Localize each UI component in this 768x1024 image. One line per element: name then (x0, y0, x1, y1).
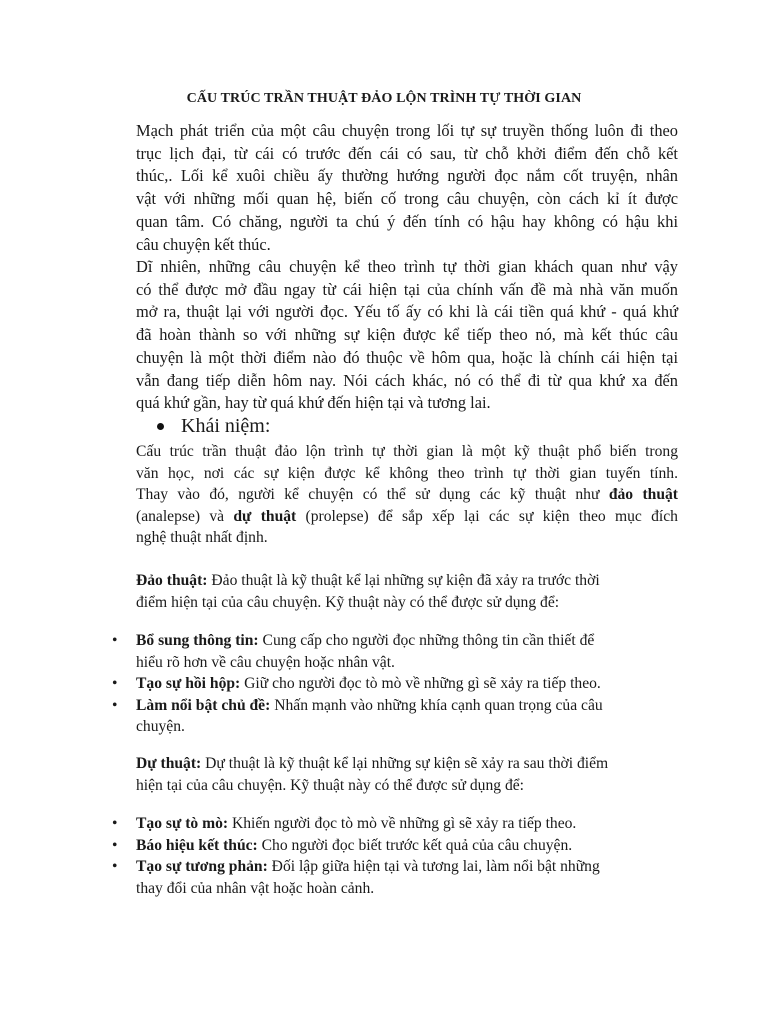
bullet-icon: • (112, 836, 118, 854)
item-label: Làm nổi bật chủ đề: (136, 696, 271, 714)
du-thuat-paragraph (136, 753, 678, 796)
text-run: Thay vào đó, người kể chuyện có thể sử dụng các kỹ thuật như (136, 486, 609, 503)
bullet-icon: • (112, 696, 118, 714)
text-line: trục lịch đại, từ cái có trước đến cái có sau, từ chỗ khởi điểm đến chỗ kết (136, 143, 678, 163)
text-run: Đối lập giữa hiện tại và tương lai, làm nổi bật những (267, 858, 600, 875)
dao-thuat-label: Đảo thuật: (136, 572, 208, 589)
text-line: nghệ thuật nhất định. (136, 529, 268, 546)
text-line (136, 753, 678, 775)
intro-paragraph-2 (136, 256, 678, 415)
item-label: Tạo sự hồi hộp: (136, 675, 241, 692)
text-line (136, 570, 678, 592)
item-label: Báo hiệu kết thúc: (136, 836, 258, 854)
text-line: câu chuyện kết thúc. (136, 234, 271, 254)
item-label: Tạo sự tương phản: (136, 858, 268, 875)
text-line: văn học, nơi các sự kiện được kể không theo trình tự thời gian tuyến tính. (136, 464, 678, 482)
bullet-icon: • (112, 632, 118, 649)
du-thuat-list (112, 813, 682, 899)
list-item (112, 813, 682, 835)
text-line: đã hoàn thành so với những sự kiện được kể tiếp theo nó, mà kết thúc câu (136, 325, 678, 345)
text-line: quan tâm. Có chăng, người ta chú ý đến tính có hậu hay không có hậu khi (136, 211, 678, 231)
text-run: (analepse) và (136, 507, 234, 525)
text-line: vẫn đang tiếp diễn hôm nay. Nói cách khác, nó có thể đi từ qua khứ xa đến (136, 370, 678, 390)
text-run: Dự thuật là kỹ thuật kể lại những sự kiện sẽ xảy ra sau thời điểm (201, 755, 609, 772)
text-line: mở ra, thuật lại với người đọc. Yếu tố ấy có khi là cái tiền quá khứ - quá khứ (136, 302, 678, 322)
text-run: Cho người đọc biết trước kết quả của câu chuyện. (257, 836, 573, 854)
text-line (136, 856, 682, 878)
term-dao-thuat: đảo thuật (608, 486, 678, 503)
text-run: Đảo thuật là kỹ thuật kể lại những sự kiện đã xảy ra trước thời (207, 572, 600, 589)
text-line: vật với những mối quan hệ, biến cố trong câu chuyện, còn cách kỉ ít được (136, 189, 678, 209)
list-item (112, 835, 682, 857)
text-line: Dĩ nhiên, những câu chuyện kể theo trình tự thời gian khách quan như vậy (136, 257, 678, 276)
text-line: hiểu rõ hơn về câu chuyện hoặc nhân vật. (136, 653, 395, 671)
document-title: CẤU TRÚC TRẦN THUẬT ĐẢO LỘN TRÌNH TỰ THỜI GIAN (186, 91, 582, 106)
bullet-icon: • (112, 815, 118, 832)
text-line: Mạch phát triển của một câu chuyện trong lối tự sự truyền thống luôn đi theo (136, 121, 678, 140)
text-line: điểm hiện tại của câu chuyện. Kỹ thuật này có thể được sử dụng để: (136, 593, 560, 611)
text-line: Cấu trúc trần thuật đảo lộn trình tự thời gian là một kỹ thuật phổ biến trong (136, 443, 678, 460)
list-item (112, 695, 682, 738)
du-thuat-label: Dự thuật: (136, 755, 202, 772)
concept-paragraph (136, 441, 678, 549)
intro-paragraph-1 (136, 120, 678, 256)
item-label: Bổ sung thông tin: (136, 632, 259, 649)
text-line (136, 506, 678, 528)
text-run: Giữ cho người đọc tò mò về những gì sẽ xảy ra tiếp theo. (240, 675, 601, 692)
text-line (136, 813, 682, 835)
text-line: thúc,. Lối kể xuôi chiều ấy thường hướng người đọc nắm cốt truyện, nhân (136, 166, 678, 186)
text-line (136, 673, 682, 695)
text-line (136, 630, 682, 652)
concept-heading-text: Khái niệm: (181, 415, 271, 437)
text-run: Khiến người đọc tò mò về những gì sẽ xảy ra tiếp theo. (228, 815, 577, 832)
text-run: (prolepse) để sắp xếp lại các sự kiện theo mục đích (296, 507, 678, 525)
term-du-thuat: dự thuật (233, 507, 297, 525)
list-item (112, 630, 682, 673)
list-item (112, 673, 682, 695)
text-line: hiện tại của câu chuyện. Kỹ thuật này có thể được sử dụng để: (136, 776, 525, 794)
text-line: chuyện. (136, 718, 185, 735)
text-line (136, 695, 682, 717)
dao-thuat-paragraph (136, 570, 678, 613)
text-line: chuyện là một thời điểm nào đó thuộc về hôm qua, hoặc là chính cái hiện tại (136, 347, 678, 367)
bullet-icon: • (112, 858, 118, 875)
text-line (136, 835, 682, 857)
text-run: Cung cấp cho người đọc những thông tin cần thiết để (258, 632, 595, 649)
bullet-icon: • (112, 675, 118, 692)
list-item (112, 856, 682, 899)
text-line: quá khứ gần, hay từ quá khứ đến hiện tại và tương lai. (136, 393, 491, 413)
text-line: thay đổi của nhân vật hoặc hoàn cảnh. (136, 879, 375, 897)
text-line: có thể được mở đầu ngay từ cái hiện tại của chính vấn đề mà nhà văn muốn (136, 279, 678, 299)
item-label: Tạo sự tò mò: (136, 815, 229, 832)
bullet-dot-icon (157, 423, 164, 430)
dao-thuat-list (112, 630, 682, 738)
text-run: Nhấn mạnh vào những khía cạnh quan trọng của câu (270, 696, 603, 714)
text-line (136, 484, 678, 506)
